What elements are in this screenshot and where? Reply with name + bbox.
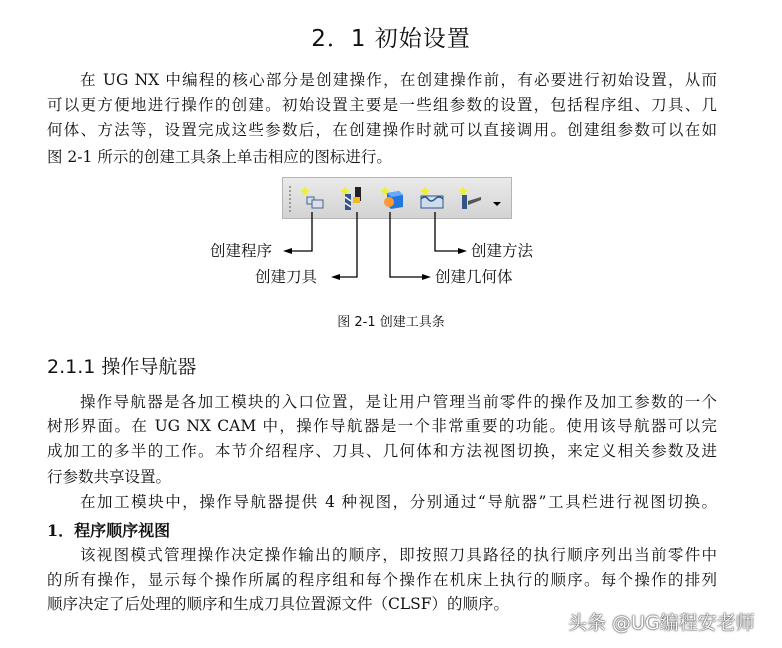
label-create-tool: 创建刀具 [255,268,318,286]
paragraph-line: 顺序决定了后处理的顺序和生成刀具位置源文件（CLSF）的顺序。 [47,595,510,613]
figure-caption: 图 2-1 创建工具条 [337,315,445,330]
paragraph-line: 行参数共享设置。 [47,468,172,486]
paragraph-line: 图 2-1 所示的创建工具条上单击相应的图标进行。 [47,148,392,166]
section-title: 2．1 初始设置 [311,26,471,52]
label-create-program: 创建程序 [210,242,273,260]
paragraph-line: 该视图模式管理操作决定操作输出的顺序，即按照刀具路径的执行顺序列出当前零件中 [80,546,717,564]
paragraph-line: 在 UG NX 中编程的核心部分是创建操作，在创建操作前，有必要进行初始设置，从而 [80,71,717,89]
paragraph-line: 树形界面。在 UG NX CAM 中，操作导航器是一个非常重要的功能。使用该导航器可以完 [47,417,717,435]
paragraph-line: 何体、方法等，设置完成这些参数后，在创建操作时就可以直接调用。创建组参数可以在如 [47,121,717,139]
paragraph-line: 成加工的多半的工作。本节介绍程序、刀具、几何体和方法视图切换，来定义相关参数及进 [47,442,717,460]
paragraph-line: 可以更方便地进行操作的创建。初始设置主要是一些组参数的设置，包括程序组、刀具、几 [47,96,717,114]
watermark: 头条 @UG编程安老师 [568,612,755,634]
label-create-method: 创建方法 [471,242,534,260]
label-create-geometry: 创建几何体 [435,268,513,286]
subsection-heading: 2.1.1 操作导航器 [47,356,197,378]
paragraph-line: 在加工模块中，操作导航器提供 4 种视图，分别通过“导航器”工具栏进行视图切换。 [80,493,717,511]
paragraph-line: 操作导航器是各加工模块的入口位置，是让用户管理当前零件的操作及加工参数的一个 [80,393,717,411]
numbered-heading: 1．程序顺序视图 [47,521,171,540]
paragraph-line: 的所有操作，显示每个操作所属的程序组和每个操作在机床上执行的顺序。每个操作的排列 [47,571,717,589]
